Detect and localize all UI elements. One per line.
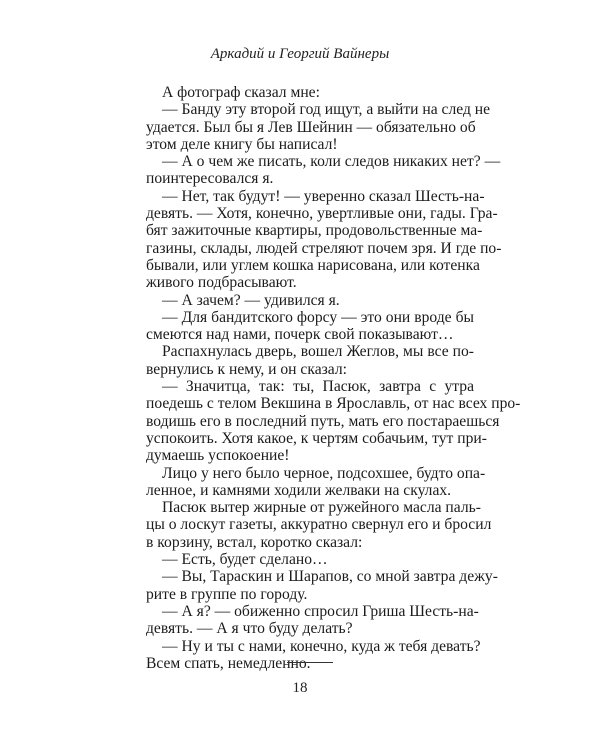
- page-number: 18: [292, 680, 308, 696]
- text-line: рите в группе по городу.: [146, 585, 308, 603]
- running-head: Аркадий и Георгий Вайнеры: [210, 46, 390, 62]
- text-line: этом деле книгу бы написал!: [146, 135, 338, 153]
- paragraph: [146, 637, 481, 673]
- paragraph: [146, 499, 492, 551]
- text-line: бывали, или углем кошка нарисована, или котенка: [146, 256, 480, 274]
- text-line: А фотограф сказал мне:: [162, 84, 320, 101]
- text-line: девять. — А я что буду делать?: [146, 620, 353, 638]
- text-line: поинтересовался я.: [146, 170, 274, 188]
- text-line: Распахнулась дверь, вошел Жеглов, мы все по-: [162, 343, 474, 361]
- text-line: успокоить. Хотя какое, к чертям собачьим, тут при-: [146, 429, 487, 447]
- paragraph: [146, 153, 501, 188]
- text-line: — Нет, так будут! — уверенно сказал Шесть-на-: [162, 187, 485, 205]
- paragraph: [146, 309, 474, 344]
- text-line: ленное, и камнями ходили желваки на скулах.: [146, 481, 452, 499]
- text-line: — А я? — обиженно спросил Гриша Шесть-на-: [162, 602, 479, 620]
- text-line: думаешь успокоение!: [146, 447, 290, 465]
- text-line: в корзину, встал, коротко сказал:: [146, 533, 363, 551]
- text-line: — А о чем же писать, коли следов никаких нет? —: [162, 153, 501, 171]
- end-rule: [287, 662, 333, 663]
- text-line: газины, склады, людей стреляют почем зря. И где по-: [146, 239, 502, 257]
- paragraph: [146, 551, 474, 568]
- text-line: цы о лоскут газеты, аккуратно свернул его и бросил: [146, 516, 492, 534]
- paragraph: [146, 292, 474, 309]
- text-line: бят зажиточные квартиры, продовольственные ма-: [146, 222, 483, 240]
- text-line: Всем спать, немедленно.: [146, 654, 311, 672]
- text-line: удается. Был бы я Лев Шейнин — обязательно об: [146, 118, 476, 136]
- text-line: поедешь с телом Векшина в Ярославль, от нас всех про-: [146, 395, 521, 413]
- paragraph: [146, 378, 521, 465]
- text-line: смеются над нами, почерк свой показывают…: [146, 326, 454, 344]
- paragraph: [146, 101, 491, 153]
- paragraph: [146, 568, 498, 603]
- text-line: — Вы, Тараскин и Шарапов, со мной завтра дежу-: [162, 568, 498, 586]
- text-line: — Банду эту второй год ищут, а выйти на след не: [162, 101, 491, 119]
- text-line: Пасюк вытер жирные от ружейного масла паль-: [162, 499, 481, 517]
- text-line: вернулись к нему, и он сказал:: [146, 360, 347, 378]
- paragraph: [146, 343, 474, 378]
- text-line: девять. — Хотя, конечно, увертливые они, гады. Гра-: [146, 205, 498, 223]
- text-line: — Для бандитского форсу — это они вроде бы: [162, 308, 474, 326]
- paragraph: [146, 84, 474, 101]
- text-line: водишь его в последний путь, мать его постараешься: [146, 412, 500, 430]
- paragraph: [146, 187, 502, 292]
- text-line: — Есть, будет сделано…: [162, 551, 328, 569]
- text-line: живого подбрасывают.: [146, 274, 297, 292]
- text-line: — Значитца, так: ты, Пасюк, завтра с утра: [162, 378, 474, 396]
- text-line: Лицо у него было черное, подсохшее, будто опа-: [162, 464, 486, 482]
- paragraph: [146, 602, 479, 638]
- text-line: — А зачем? — удивился я.: [162, 291, 340, 309]
- text-line: — Ну и ты с нами, конечно, куда ж тебя девать?: [162, 637, 481, 655]
- paragraph: [146, 464, 486, 500]
- body-text: [146, 84, 521, 672]
